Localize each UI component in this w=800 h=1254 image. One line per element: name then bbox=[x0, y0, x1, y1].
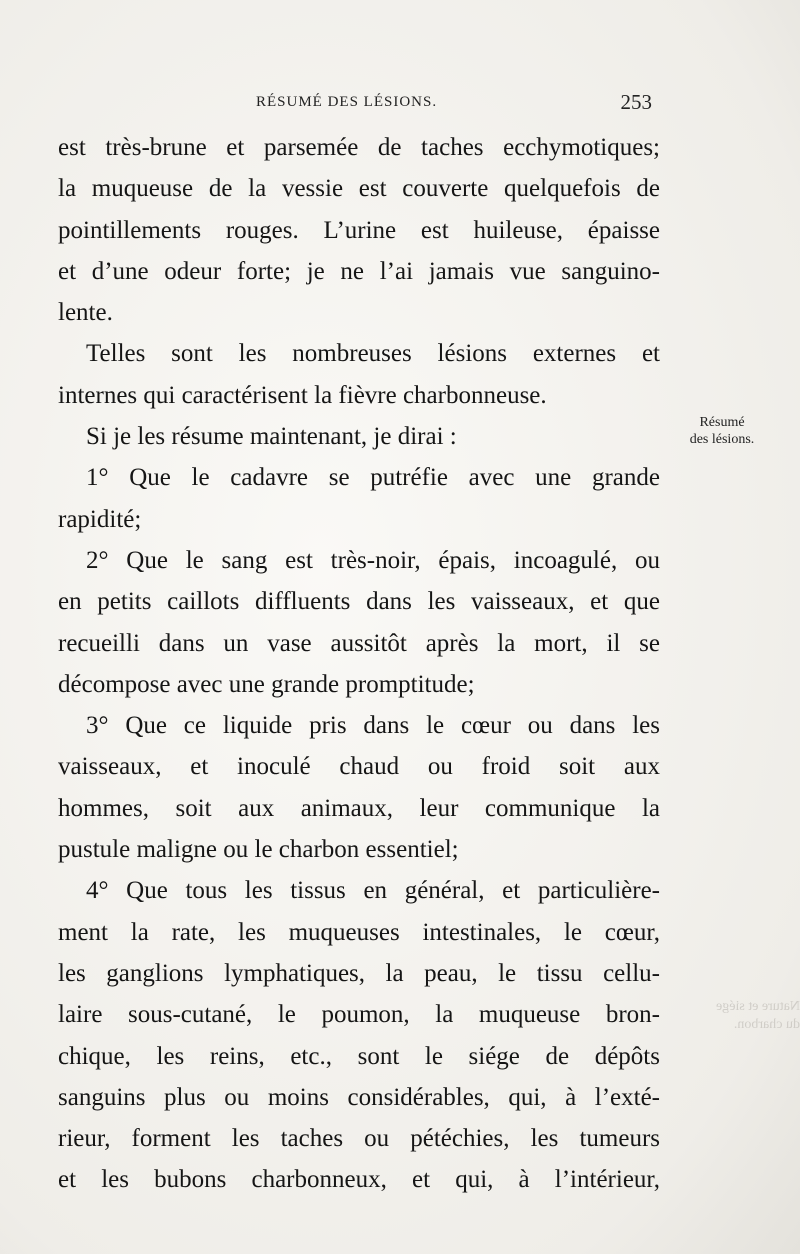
margin-note-line: des lésions. bbox=[689, 432, 755, 447]
page-header bbox=[60, 90, 652, 120]
text-line: les ganglions lymphatiques, la peau, le tissu cellu- bbox=[58, 959, 660, 987]
text-line: sanguins plus ou moins considérables, qui, à l’exté- bbox=[58, 1083, 660, 1111]
text-line: recueilli dans un vase aussitôt après la mort, il se bbox=[58, 629, 660, 657]
text-line: la muqueuse de la vessie est couverte quelquefois de bbox=[58, 175, 660, 203]
text-line: Telles sont les nombreuses lésions externes et bbox=[86, 340, 660, 368]
text-line: en petits caillots diffluents dans les vaisseaux, et que bbox=[58, 588, 660, 616]
text-line: hommes, soit aux animaux, leur communique la bbox=[58, 794, 660, 822]
text-line: lente. bbox=[58, 299, 113, 327]
text-line: 3° Que ce liquide pris dans le cœur ou dans les bbox=[86, 712, 660, 740]
text-line: laire sous-cutané, le poumon, la muqueuse bron- bbox=[58, 1001, 660, 1029]
page-number: 253 bbox=[620, 90, 652, 114]
text-line: est très-brune et parsemée de taches ecchymotiques; bbox=[58, 134, 660, 161]
text-line: pustule maligne ou le charbon essentiel; bbox=[58, 836, 459, 864]
text-line: rieur, forment les taches ou pétéchies, les tumeurs bbox=[58, 1125, 660, 1153]
margin-note-line: Résumé bbox=[699, 415, 745, 430]
text-line: chique, les reins, etc., sont le siége de dépôts bbox=[58, 1042, 660, 1070]
text-line: 2° Que le sang est très-noir, épais, incoagulé, ou bbox=[86, 546, 660, 574]
text-line: et d’une odeur forte; je ne l’ai jamais vue sanguino- bbox=[58, 257, 660, 285]
text-line: internes qui caractérisent la fièvre charbonneuse. bbox=[58, 381, 547, 409]
text-line: ment la rate, les muqueuses intestinales, le cœur, bbox=[58, 918, 660, 946]
text-line: pointillements rouges. L’urine est huileuse, épaisse bbox=[58, 216, 660, 244]
text-line: 4° Que tous les tissus en général, et particulière- bbox=[86, 877, 660, 905]
text-line: Si je les résume maintenant, je dirai : bbox=[86, 423, 457, 451]
text-line: vaisseaux, et inoculé chaud ou froid soit aux bbox=[58, 753, 660, 781]
text-line: décompose avec une grande promptitude; bbox=[58, 670, 475, 698]
text-line: 1° Que le cadavre se putréfie avec une grande bbox=[86, 464, 660, 492]
bleed-through-line: Nature et siége bbox=[716, 999, 800, 1014]
text-line: et les bubons charbonneux, et qui, à l’intérieur, bbox=[58, 1166, 660, 1194]
margin-note bbox=[672, 414, 772, 448]
text-line: rapidité; bbox=[58, 505, 142, 533]
bleed-through-line: du charbon. bbox=[733, 1017, 800, 1032]
bleed-through-text bbox=[670, 998, 800, 1034]
body-text bbox=[58, 127, 660, 1201]
running-head: RÉSUMÉ DES LÉSIONS. bbox=[256, 94, 438, 110]
